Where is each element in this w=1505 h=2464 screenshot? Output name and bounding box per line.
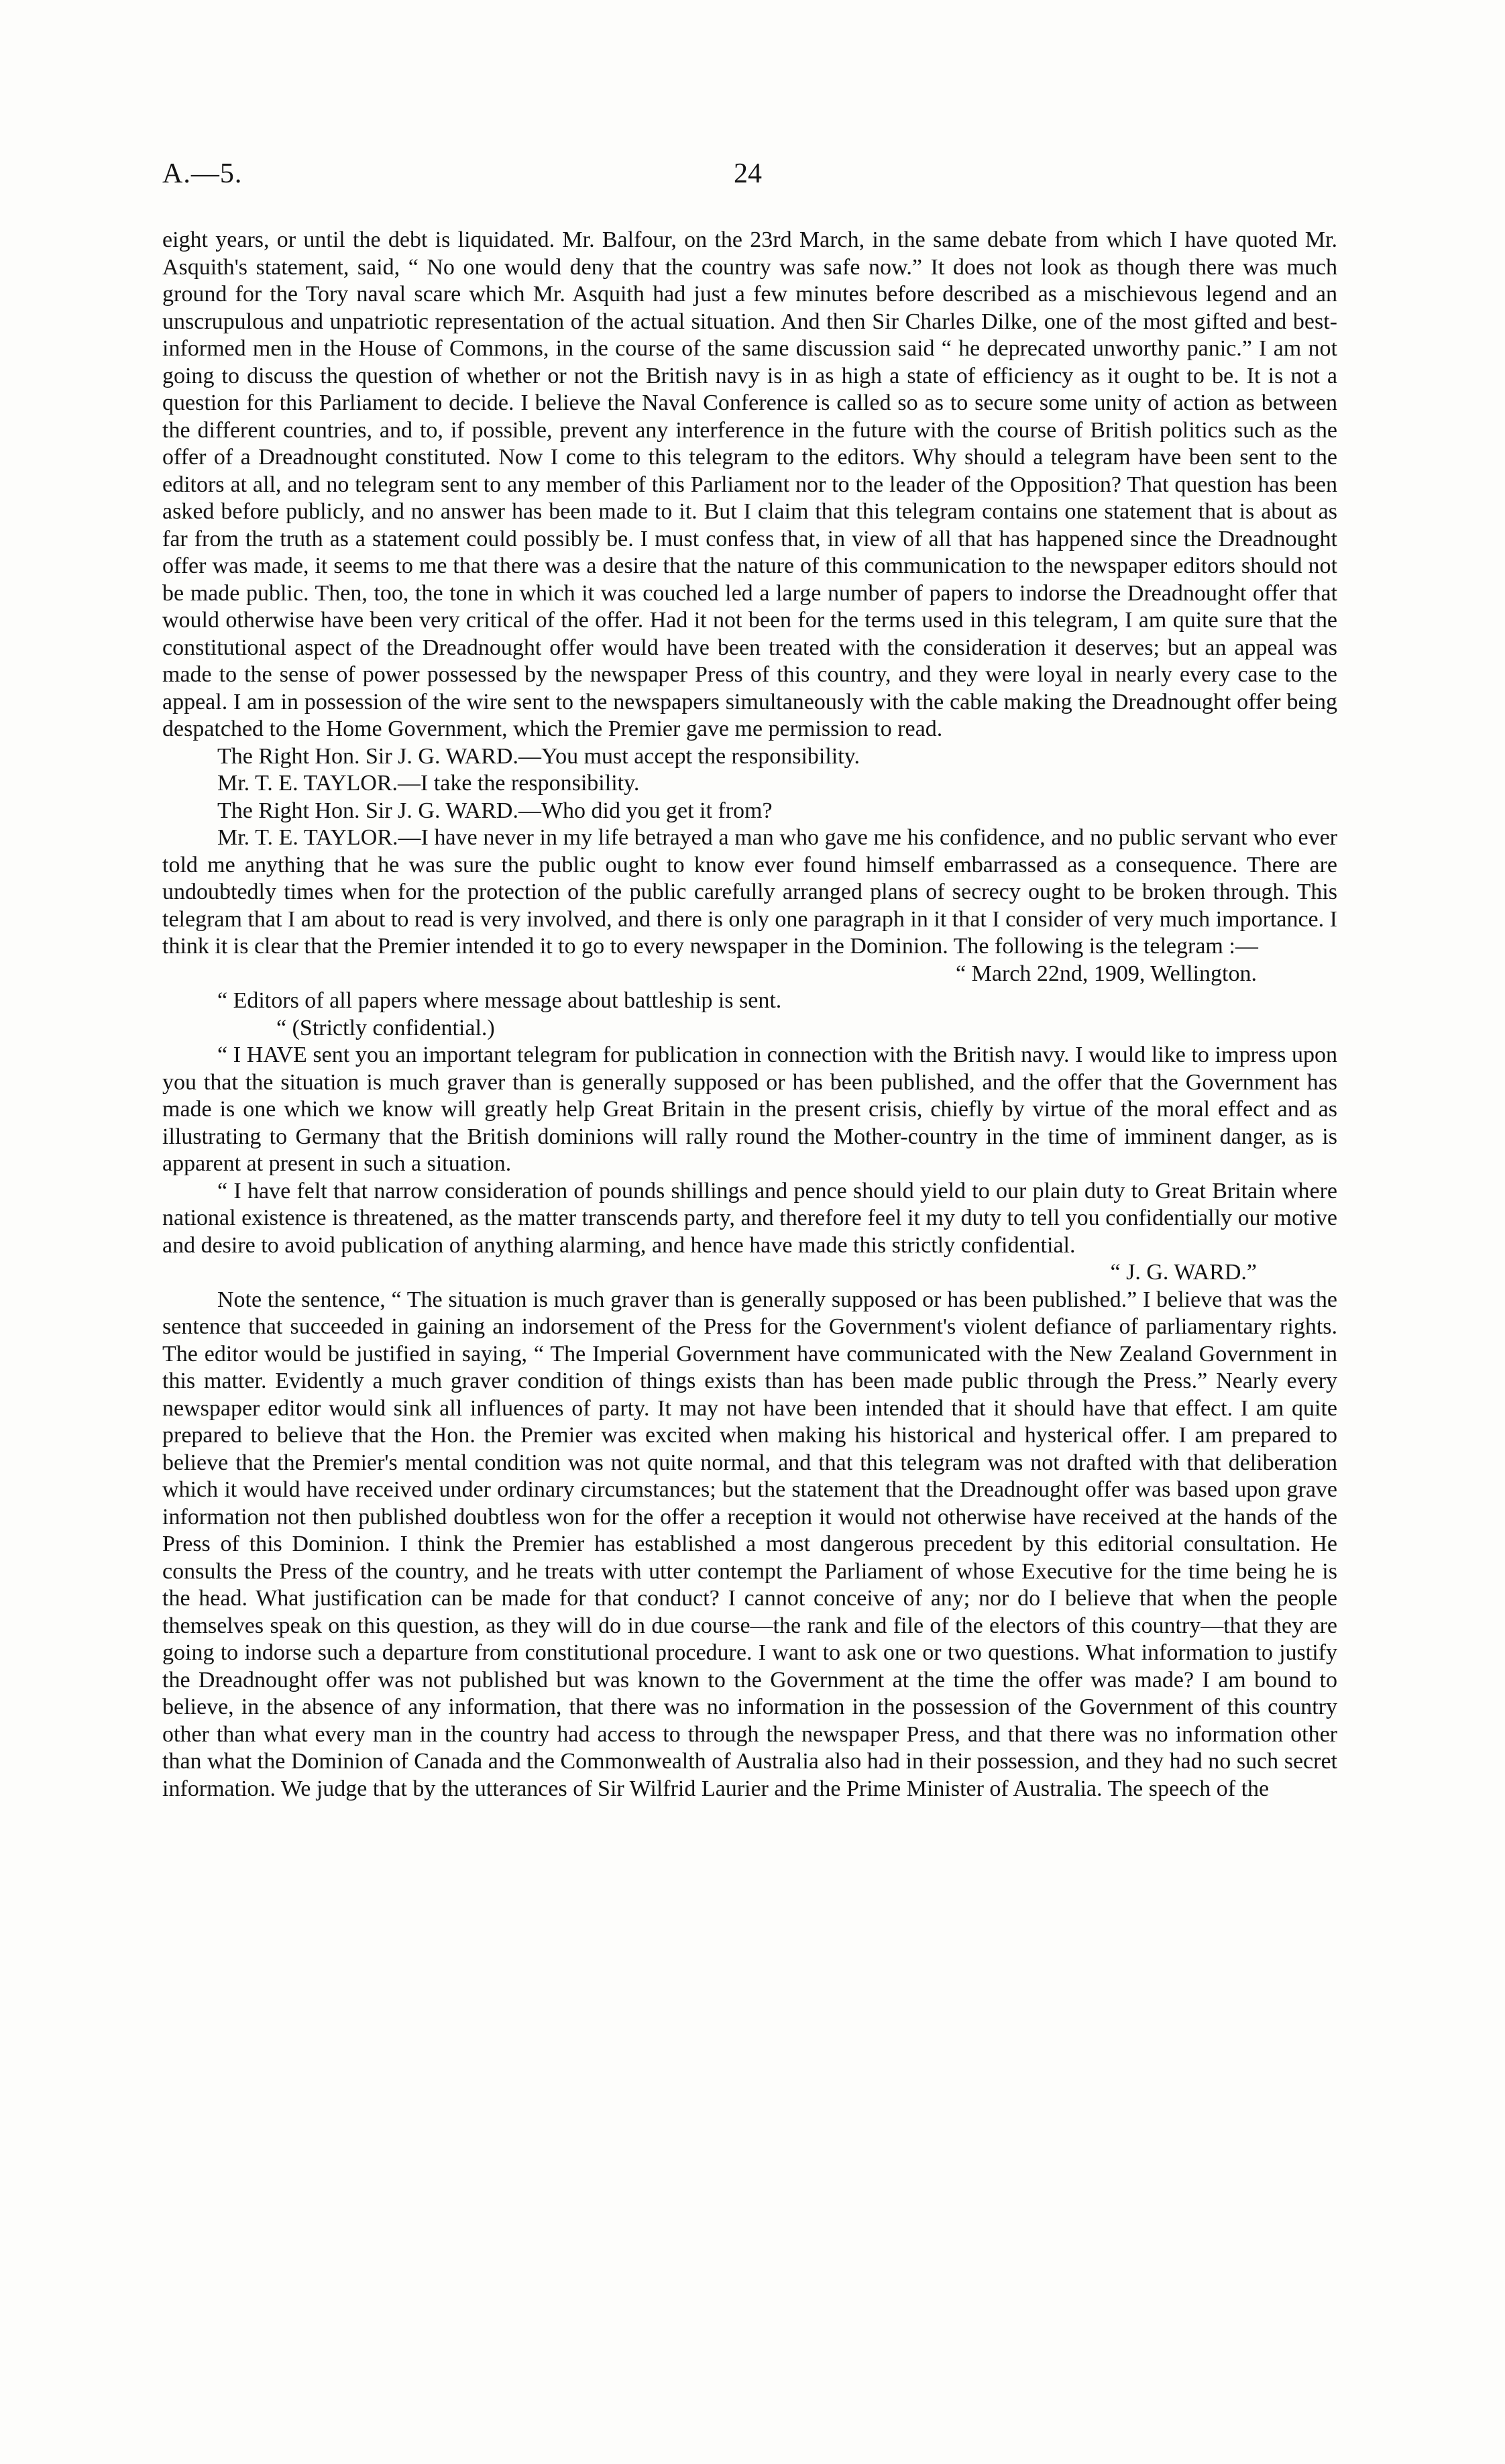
paragraph: Mr. T. E. TAYLOR.—I take the responsibility.: [217, 771, 640, 796]
telegram-dateline: “ March 22nd, 1909, Wellington.: [956, 961, 1257, 986]
telegram-paragraph: “ I HAVE sent you an important telegram for publication in connection with the British navy. I would like to impress upon you that the situation is much graver than is generally supposed or has been published, and the offer that the Government has made is one which we know will greatly help Great Britain in the present crisis, chiefly by virtue of the moral effect and as illustrating to Germany that the British dominions will rally round the Mother-country in the time of imminent danger, as is apparent at present in such a situation.: [162, 1042, 1337, 1176]
body-text: [162, 227, 1337, 1803]
paragraph: Mr. T. E. TAYLOR.—I have never in my life betrayed a man who gave me his confidence, and no public servant who ever told me anything that he was sure the public ought to know ever found himself embarrassed as a consequence. There are undoubtedly times when for the protection of the public carefully arranged plans of secrecy ought to be broken through. This telegram that I am about to read is very involved, and there is only one paragraph in it that I consider of very much importance. I think it is clear that the Premier intended it to go to every newspaper in the Dominion. The following is the telegram :—: [162, 825, 1337, 959]
paragraph: The Right Hon. Sir J. G. WARD.—You must accept the responsibility.: [217, 743, 860, 769]
telegram-confidential-note: “ (Strictly confidential.): [276, 1015, 495, 1040]
document-reference: A.—5.: [162, 158, 243, 189]
paragraph: eight years, or until the debt is liquidated. Mr. Balfour, on the 23rd March, in the same debate from which I have quoted Mr. Asquith's statement, said, “ No one would deny that the country was safe now.” It does not look as though there was much ground for the Tory naval scare which Mr. Asquith had just a few minutes before described as a mischievous legend and an unscrupulous and unpatriotic representation of the actual situation. And then Sir Charles Dilke, one of the most gifted and best-informed men in the House of Commons, in the course of the same discussion said “ he deprecated unworthy panic.” I am not going to discuss the question of whether or not the British navy is in as high a state of efficiency as it ought to be. It is not a question for this Parliament to decide. I believe the Naval Conference is called so as to secure some unity of action as between the different countries, and to, if possible, prevent any interference in the future with the course of British politics such as the offer of a Dreadnought constituted. Now I come to this telegram to the editors. Why should a telegram have been sent to the editors at all, and no telegram sent to any member of this Parliament nor to the leader of the Opposition? That question has been asked before publicly, and no answer has been made to it. But I claim that this telegram contains one statement that is about as far from the truth as a statement could possibly be. I must confess that, in view of all that has happened since the Dreadnought offer was made, it seems to me that there was a desire that the nature of this communication to the newspaper editors should not be made public. Then, too, the tone in which it was couched led a large number of papers to indorse the Dreadnought offer that would otherwise have been very critical of the offer. Had it not been for the terms used in this telegram, I am quite sure that the constitutional aspect of the Dreadnought offer would have been treated with the consideration it deserves; but an appeal was made to the sense of power possessed by the newspaper Press of this country, and they were loyal in nearly every case to the appeal. I am in possession of the wire sent to the newspapers simultaneously with the cable making the Dreadnought offer being despatched to the Home Government, which the Premier gave me permission to read.: [162, 227, 1337, 741]
telegram-address: “ Editors of all papers where message about battleship is sent.: [217, 988, 782, 1013]
page-header: [162, 158, 1343, 198]
paragraph: The Right Hon. Sir J. G. WARD.—Who did you get it from?: [217, 798, 773, 823]
telegram-signature: “ J. G. WARD.”: [1110, 1260, 1257, 1285]
telegram-paragraph: “ I have felt that narrow consideration of pounds shillings and pence should yield to our plain duty to Great Britain where national existence is threatened, as the matter transcends party, and therefore feel it my duty to tell you confidentially our motive and desire to avoid publication of anything alarming, and hence have made this strictly confidential.: [162, 1178, 1337, 1258]
page-number: 24: [734, 158, 762, 189]
paragraph: Note the sentence, “ The situation is much graver than is generally supposed or has been published.” I believe that was the sentence that succeeded in gaining an indorsement of the Press for the Government's violent defiance of parliamentary rights. The editor would be justified in saying, “ The Imperial Government have communicated with the New Zealand Government in this matter. Evidently a much graver condition of things exists than has been made public through the Press.” Nearly every newspaper editor would sink all influences of party. It may not have been intended that it should have that effect. I am quite prepared to believe that the Hon. the Premier was excited when making his historical and hysterical offer. I am prepared to believe that the Premier's mental condition was not quite normal, and that this telegram was not drafted with that deliberation which it would have received under ordinary circumstances; but the statement that the Dreadnought offer was based upon grave information not then published doubtless won for the offer a reception it would not otherwise have received at the hands of the Press of this Dominion. I think the Premier has established a most dangerous precedent by this editorial consultation. He consults the Press of the country, and he treats with utter contempt the Parliament of whose Executive for the time being he is the head. What justification can be made for that conduct? I cannot conceive of any; nor do I believe that when the people themselves speak on this question, as they will do in due course—the rank and file of the electors of this country—that they are going to indorse such a departure from constitutional procedure. I want to ask one or two questions. What information to justify the Dreadnought offer was not published but was known to the Government at the time the offer was made? I am bound to believe, in the absence of any information, that there was no information in the possession of the Government of this country other than what every man in the country had access to through the newspaper Press, and that there was no information other than what the Dominion of Canada and the Commonwealth of Australia also had in their possession, and they had no such secret information. We judge that by the utterances of Sir Wilfrid Laurier and the Prime Minister of Australia. The speech of the: [162, 1287, 1337, 1801]
